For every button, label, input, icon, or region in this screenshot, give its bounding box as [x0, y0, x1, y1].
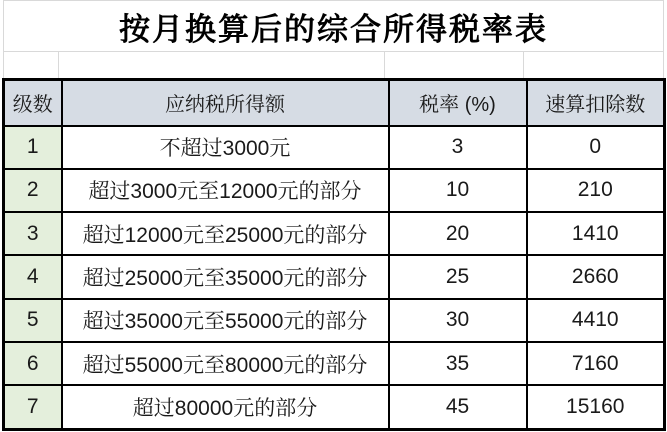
- cell-level: 3: [4, 212, 62, 255]
- cell-level: 4: [4, 255, 62, 298]
- cell-deduction: 4410: [527, 299, 665, 342]
- table-row: [4, 255, 665, 298]
- header-row: [4, 80, 665, 126]
- table-row: [4, 385, 665, 429]
- cell-deduction: 210: [527, 169, 665, 212]
- cell-income: 超过55000元至80000元的部分: [62, 342, 389, 385]
- cell-level: 5: [4, 299, 62, 342]
- cell-income: 超过25000元至35000元的部分: [62, 255, 389, 298]
- cell-deduction: 2660: [527, 255, 665, 298]
- cell-income: 超过80000元的部分: [62, 385, 389, 429]
- cell-deduction: 1410: [527, 212, 665, 255]
- spacer-cell: [4, 52, 59, 78]
- cell-income: 超过12000元至25000元的部分: [62, 212, 389, 255]
- table-row: [4, 212, 665, 255]
- cell-level: 7: [4, 385, 62, 429]
- cell-rate: 25: [389, 255, 527, 298]
- header-income: 应纳税所得额: [62, 80, 389, 126]
- cell-level: 2: [4, 169, 62, 212]
- grid-spacer-row: [3, 52, 664, 78]
- cell-deduction: 0: [527, 126, 665, 169]
- cell-rate: 3: [389, 126, 527, 169]
- table-row: [4, 169, 665, 212]
- cell-level: 1: [4, 126, 62, 169]
- cell-deduction: 15160: [527, 385, 665, 429]
- title-row: [3, 0, 664, 52]
- cell-rate: 10: [389, 169, 527, 212]
- cell-deduction: 7160: [527, 342, 665, 385]
- cell-rate: 45: [389, 385, 527, 429]
- cell-rate: 20: [389, 212, 527, 255]
- page-title: 按月换算后的综合所得税率表: [119, 11, 548, 47]
- table-row: [4, 299, 665, 342]
- header-deduction: 速算扣除数: [527, 80, 665, 126]
- cell-income: 不超过3000元: [62, 126, 389, 169]
- table-row: [4, 126, 665, 169]
- cell-rate: 35: [389, 342, 527, 385]
- header-rate: 税率 (%): [389, 80, 527, 126]
- header-level: 级数: [4, 80, 62, 126]
- cell-rate: 30: [389, 299, 527, 342]
- spacer-cell: [524, 52, 663, 78]
- spacer-cell: [59, 52, 385, 78]
- cell-level: 6: [4, 342, 62, 385]
- tax-rate-table: [2, 78, 666, 431]
- cell-income: 超过3000元至12000元的部分: [62, 169, 389, 212]
- cell-income: 超过35000元至55000元的部分: [62, 299, 389, 342]
- spacer-cell: [385, 52, 524, 78]
- table-row: [4, 342, 665, 385]
